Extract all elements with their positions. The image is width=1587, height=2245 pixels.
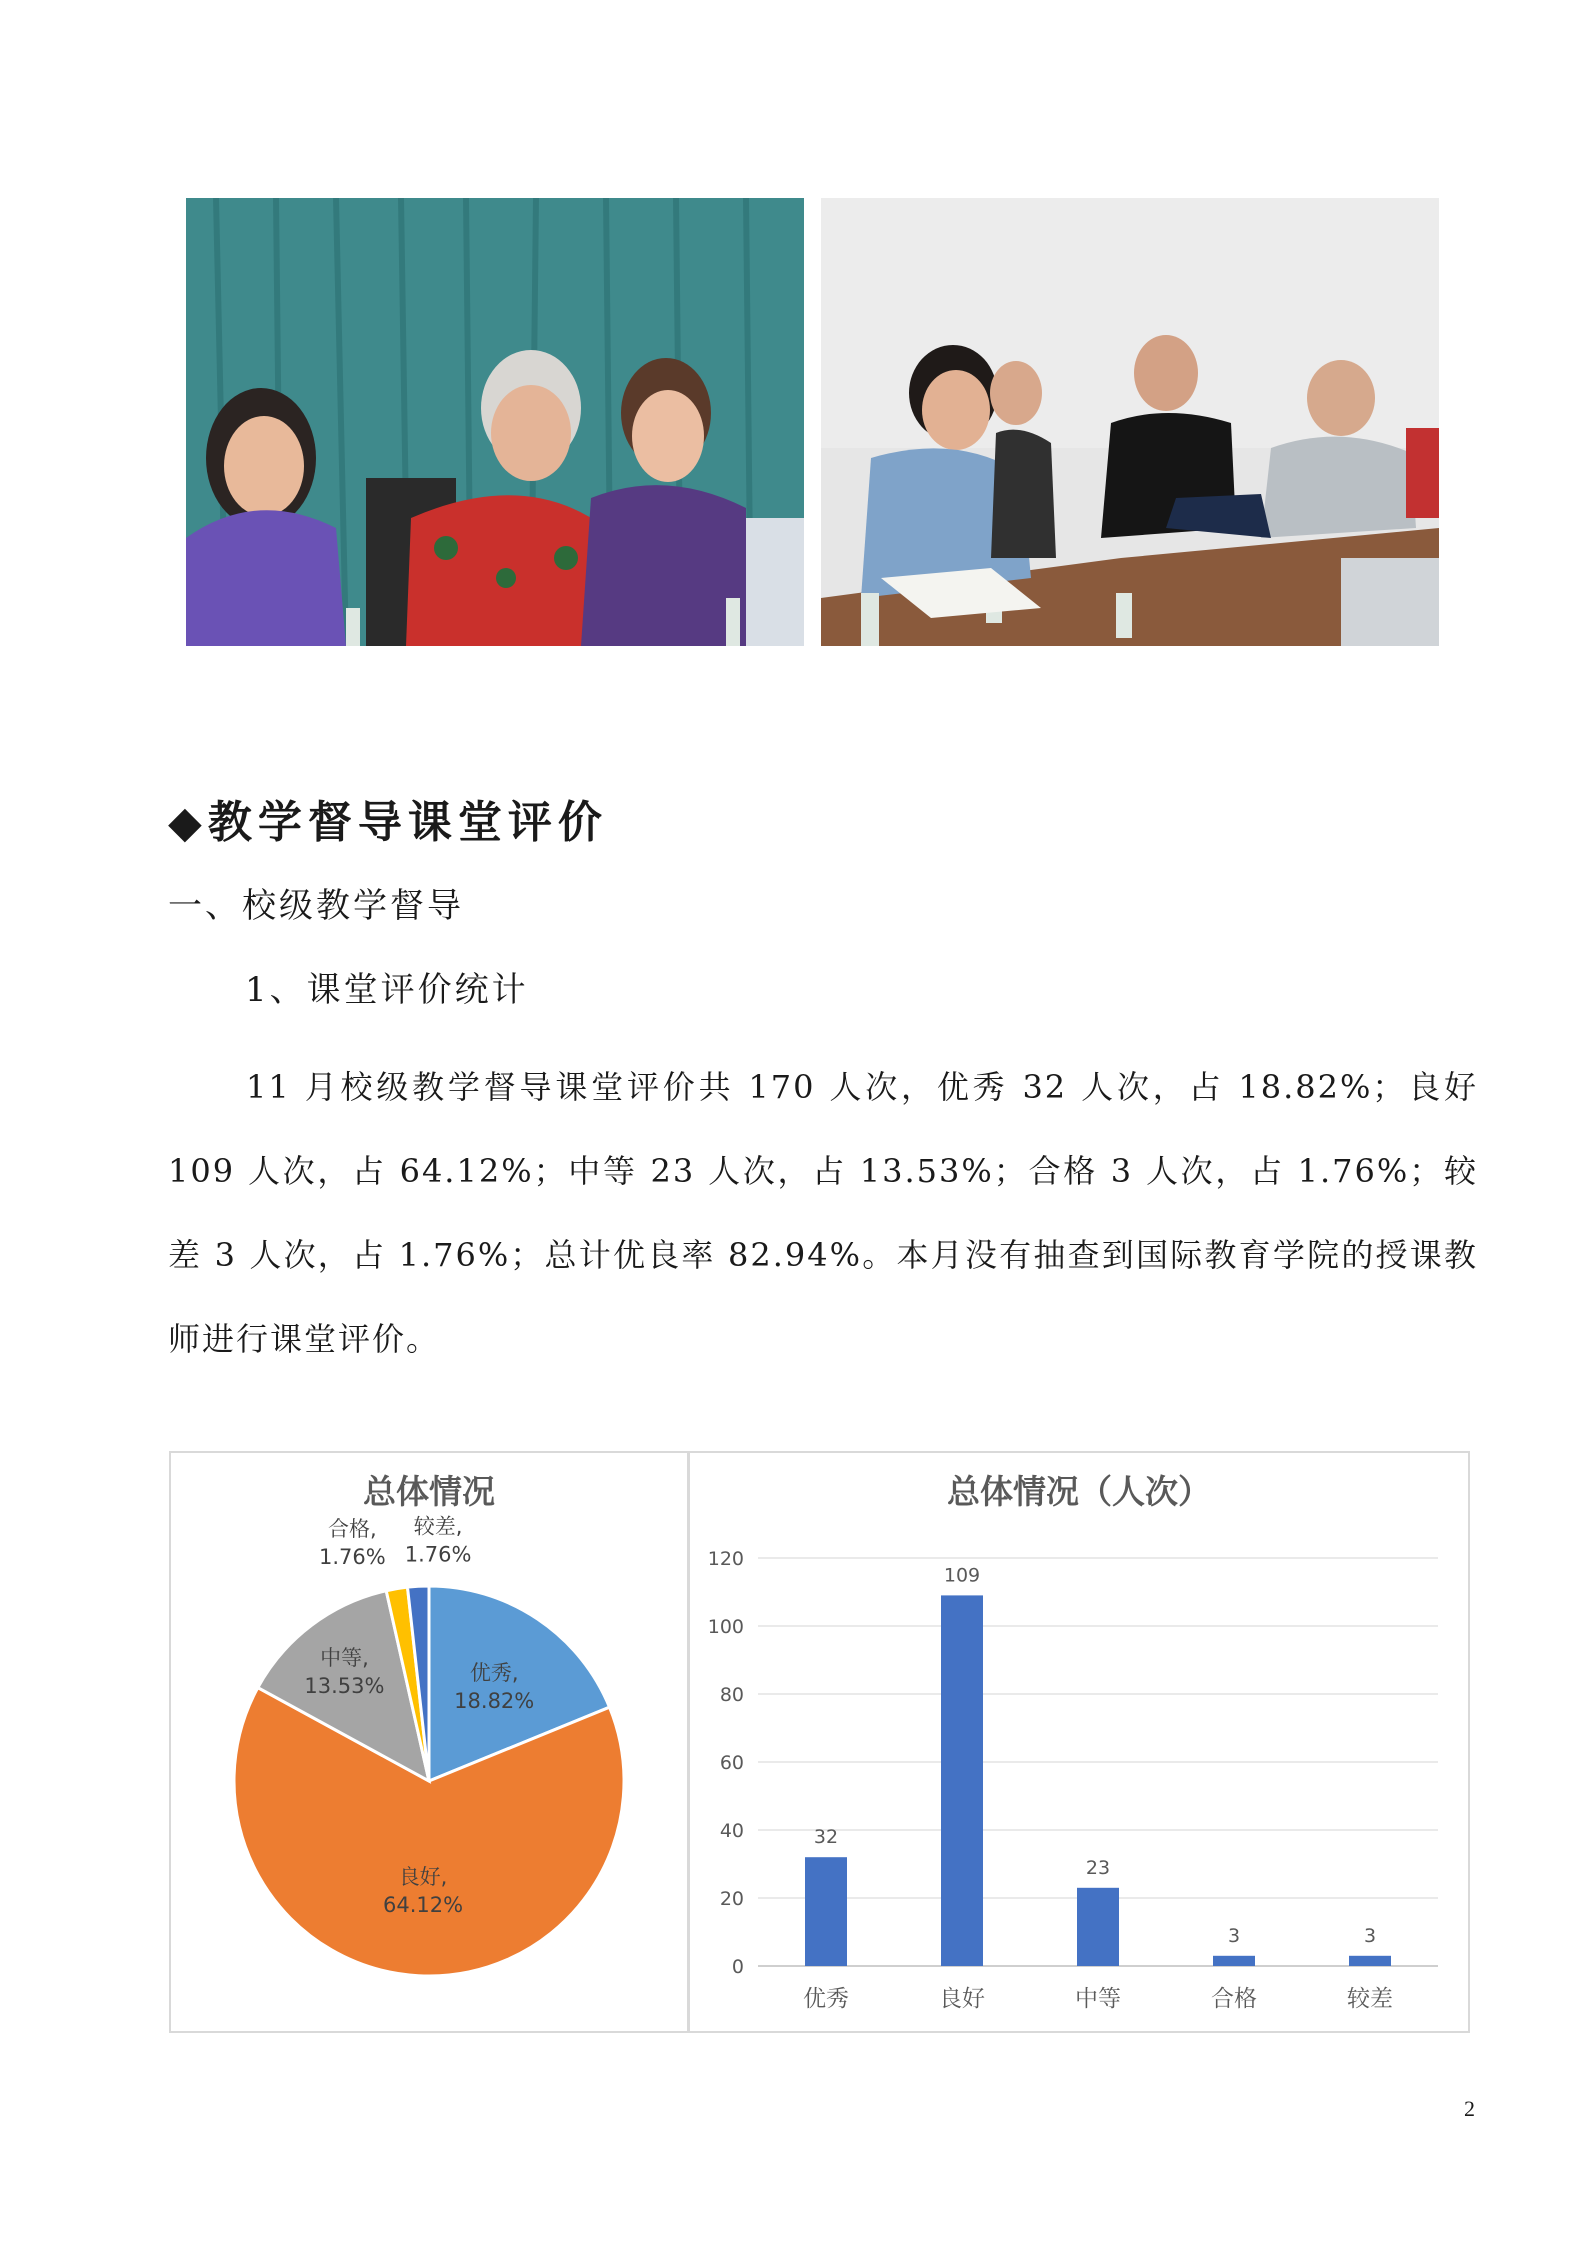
- meeting-photo-left: [186, 198, 804, 646]
- y-tick-label-20: 20: [719, 1888, 744, 1910]
- x-category-label-0: 优秀: [803, 1986, 849, 2012]
- x-category-label-2: 中等: [1075, 1986, 1121, 2012]
- x-category-label-4: 较差: [1347, 1986, 1393, 2012]
- bar-优秀: [805, 1857, 847, 1966]
- bar-良好: [941, 1595, 983, 1966]
- pie-label-value-1: 64.12%: [382, 1893, 464, 1918]
- page-number: 2: [1464, 2096, 1475, 2121]
- bar-value-label-3: 3: [1227, 1924, 1241, 1947]
- pie-label-name-3: 合格,: [328, 1517, 377, 1542]
- pie-label-value-2: 13.53%: [304, 1673, 385, 1698]
- section-title: ◆教学督导课堂评价: [168, 797, 608, 848]
- bar-value-label-2: 23: [1085, 1856, 1111, 1879]
- meeting-photo-right: [821, 198, 1439, 646]
- bar-value-label-4: 3: [1363, 1924, 1377, 1947]
- bar-value-label-1: 109: [943, 1564, 981, 1587]
- pie-label-value-3: 1.76%: [318, 1545, 386, 1570]
- bar-合格: [1213, 1956, 1255, 1966]
- pie-label-name-1: 良好,: [398, 1865, 448, 1890]
- y-tick-label-120: 120: [707, 1548, 744, 1570]
- bar-value-label-0: 32: [813, 1826, 839, 1849]
- pie-label-name-0: 优秀,: [469, 1660, 519, 1685]
- pie-label-name-4: 较差,: [413, 1514, 463, 1539]
- y-tick-label-0: 0: [731, 1956, 744, 1978]
- y-tick-label-40: 40: [719, 1820, 744, 1842]
- pie-chart: [169, 1451, 689, 2033]
- y-tick-label-100: 100: [707, 1616, 744, 1638]
- pie-label-value-4: 1.76%: [404, 1542, 472, 1567]
- pie-chart-title: 总体情况: [363, 1472, 495, 1511]
- pie-label-name-2: 中等,: [320, 1645, 369, 1670]
- bar-较差: [1349, 1956, 1391, 1966]
- heading-level-2: 1、课堂评价统计: [245, 970, 529, 1010]
- x-category-label-1: 良好: [939, 1986, 985, 2012]
- pie-label-value-0: 18.82%: [454, 1688, 535, 1713]
- heading-level-1: 一、校级教学督导: [168, 886, 464, 926]
- y-tick-label-80: 80: [719, 1684, 744, 1706]
- y-tick-label-60: 60: [719, 1752, 744, 1774]
- x-category-label-3: 合格: [1211, 1986, 1257, 2012]
- bar-chart: [688, 1451, 1470, 2033]
- bar-中等: [1077, 1888, 1119, 1966]
- bar-chart-title: 总体情况（人次）: [947, 1472, 1211, 1511]
- evaluation-summary-paragraph: 11 月校级教学督导课堂评价共 170 人次，优秀 32 人次，占 18.82%；良好 109 人次，占 64.12%；中等 23 人次，占 13.53%；合格 3 人次，占 1.76%；较差 3 人次，占 1.76%；总计优良率 82.94%。本月没有抽查到国际教育学院的授课教师进行课堂评价。: [168, 1068, 1478, 1358]
